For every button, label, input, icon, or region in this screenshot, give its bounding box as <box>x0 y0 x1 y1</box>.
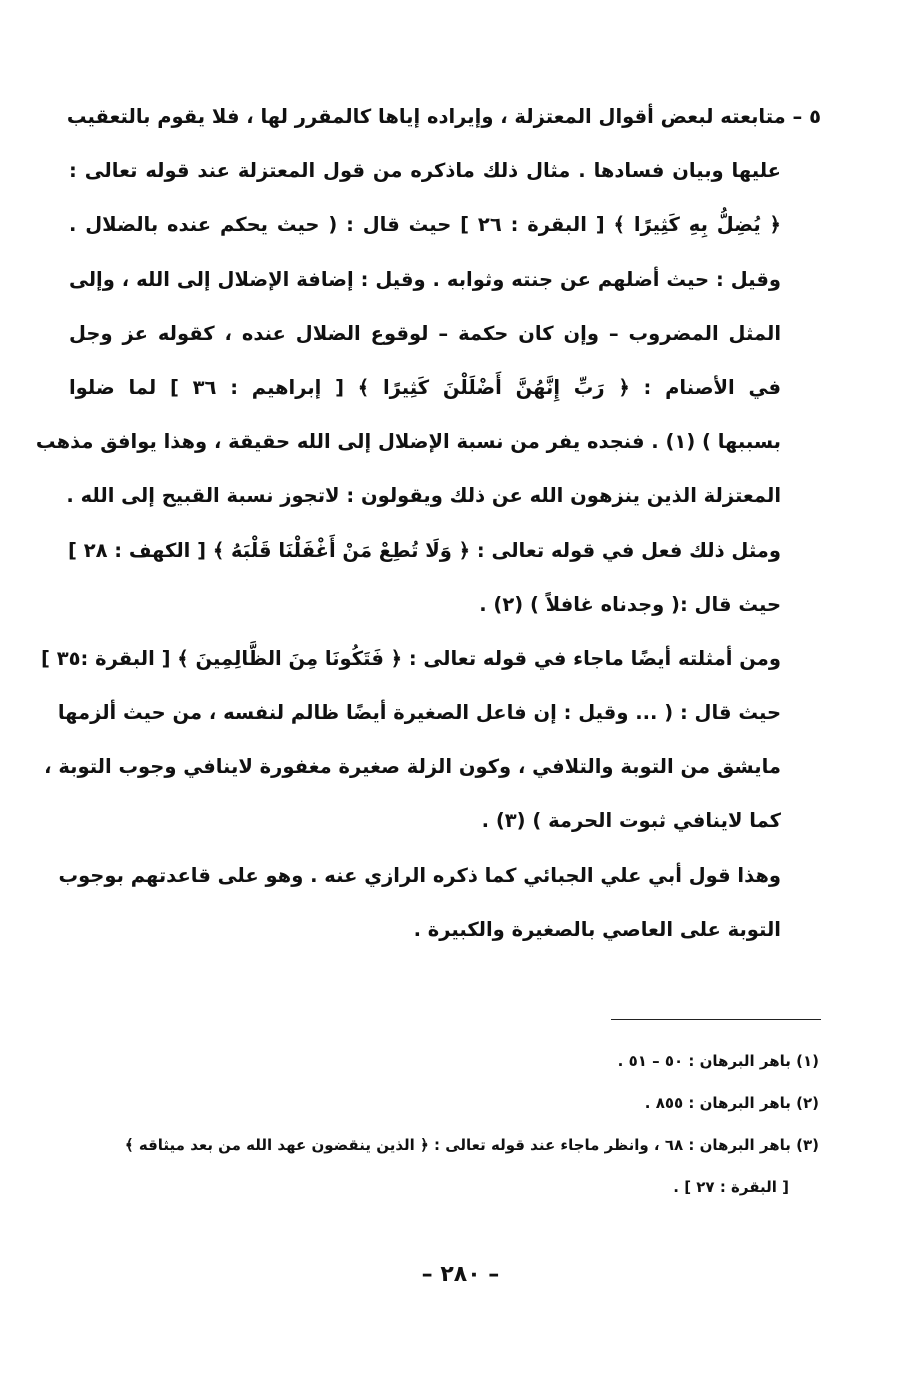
text-line: ومن أمثلته أيضًا ماجاء في قوله تعالى : ﴿ فَتَكُونَا مِنَ الظَّالِمِينَ ﴾ [ البقرة :٣٥ ] <box>41 646 781 670</box>
text-line: في الأصنام : ﴿ رَبِّ إِنَّهُنَّ أَضْلَلْنَ كَثِيرًا ﴾ [ إبراهيم : ٣٦ ] لما ضلوا <box>69 375 781 399</box>
text-line: بسببها ) (١) . فنجده يفر من نسبة الإضلال إلى الله حقيقة ، وهذا يوافق مذهب <box>35 430 781 454</box>
text-line: التوبة على العاصي بالصغيرة والكبيرة . <box>413 917 781 941</box>
text-line: ﴿ يُضِلُّ بِهِ كَثِيرًا ﴾ [ البقرة : ٢٦ ] حيث قال : ( حيث يحكم عنده بالضلال . <box>69 213 781 237</box>
body-text <box>35 90 821 957</box>
text-line: المثل المضروب – وإن كان حكمة – لوقوع الضلال عنده ، كقوله عز وجل <box>69 321 781 345</box>
footnote-3-continuation: [ البقرة : ٢٧ ] . <box>673 1178 789 1196</box>
text-line: المعتزلة الذين ينزهون الله عن ذلك ويقولون : لاتجوز نسبة القبيح إلى الله . <box>66 484 781 508</box>
text-line: كما لاينافي ثبوت الحرمة ) (٣) . <box>481 809 781 833</box>
text-line: حيث قال :( وجدناه غافلاً ) (٢) . <box>479 592 781 616</box>
footnotes <box>69 1040 819 1208</box>
footnote-3: (٣) باهر البرهان : ٦٨ ، وانظر ماجاء عند قوله تعالى : ﴿ الذين ينقضون عهد الله من بعد ميثاقه ﴾ <box>124 1136 819 1154</box>
footnote-2: (٢) باهر البرهان : ٨٥٥ . <box>644 1094 819 1112</box>
text-line: ٥ – متابعته لبعض أقوال المعتزلة ، وإيراده إياها كالمقرر لها ، فلا يقوم بالتعقيب <box>66 105 821 128</box>
text-line: حيث قال : ( ... وقيل : إن فاعل الصغيرة أيضًا ظالم لنفسه ، من حيث ألزمها <box>57 701 781 725</box>
text-line: مايشق من التوبة والتلافي ، وكون الزلة صغيرة مغفورة لاينافي وجوب التوبة ، <box>44 755 781 779</box>
text-line: وقيل : حيث أضلهم عن جنته وثوابه . وقيل : إضافة الإضلال إلى الله ، وإلى <box>69 267 781 291</box>
footnote-separator <box>611 1019 821 1020</box>
text-line: ومثل ذلك فعل في قوله تعالى : ﴿ وَلَا تُطِعْ مَنْ أَغْفَلْنَا قَلْبَهُ ﴾ [ الكهف : ٢٨ ] <box>68 538 781 562</box>
text-line: وهذا قول أبي علي الجبائي كما ذكره الرازي عنه . وهو على قاعدتهم بوجوب <box>58 863 781 887</box>
page-number: – ٢٨٠ – <box>421 1262 500 1287</box>
text-line: عليها وبيان فسادها . مثال ذلك ماذكره من قول المعتزلة عند قوله تعالى : <box>69 159 781 183</box>
footnote-1: (١) باهر البرهان : ٥٠ – ٥١ . <box>617 1052 819 1070</box>
